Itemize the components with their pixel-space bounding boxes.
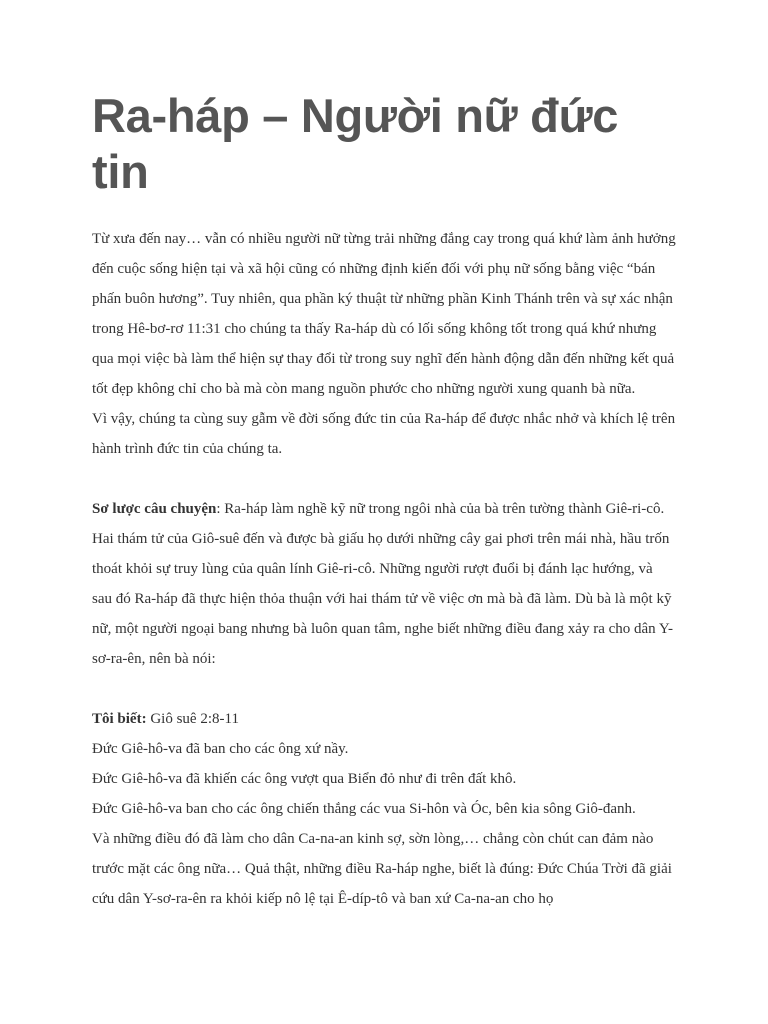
- summary-label: Sơ lược câu chuyện: [92, 501, 217, 517]
- know-line-1: Đức Giê-hô-va đã ban cho các ông xứ nầy.: [92, 741, 349, 757]
- page-title: Ra-háp – Người nữ đức tin: [92, 89, 619, 198]
- summary-paragraph: [92, 494, 676, 674]
- know-line-3: Đức Giê-hô-va ban cho các ông chiến thắng các vua Si-hôn và Óc, bên kia sông Giô-đanh.: [92, 801, 636, 817]
- paragraph-gap: [92, 674, 676, 704]
- know-reference: Giô suê 2:8-11: [146, 711, 239, 727]
- intro-paragraph: Từ xưa đến nay… vẫn có nhiều người nữ từng trải những đắng cay trong quá khứ làm ảnh hưởng đến cuộc sống hiện tại và xã hội cũng có những định kiến đối với phụ nữ sống bằng việc “bán phấn buôn hương”. Tuy nhiên, qua phần ký thuật từ những phần Kinh Thánh trên và sự xác nhận trong Hê-bơ-rơ 11:31 cho chúng ta thấy Ra-háp dù có lối sống không tốt trong quá khứ nhưng qua mọi việc bà làm thể hiện sự thay đổi từ trong suy nghĩ đến hành động dẫn đến những kết quả tốt đẹp không chỉ cho bà mà còn mang nguồn phước cho những người xung quanh bà nữa.: [92, 231, 676, 397]
- paragraph-gap: [92, 464, 676, 494]
- know-label: Tôi biết:: [92, 711, 147, 727]
- intro-paragraph-2: Vì vậy, chúng ta cùng suy gẫm về đời sống đức tin của Ra-háp để được nhắc nhở và khích lệ trên hành trình đức tin của chúng ta.: [92, 411, 676, 457]
- know-line-2: Đức Giê-hô-va đã khiến các ông vượt qua Biển đỏ như đi trên đất khô.: [92, 771, 517, 787]
- know-heading: [92, 704, 676, 734]
- closing-paragraph: Và những điều đó đã làm cho dân Ca-na-an kinh sợ, sờn lòng,… chẳng còn chút can đảm nào trước mặt các ông nữa… Quả thật, những điều Ra-háp nghe, biết là đúng: Đức Chúa Trời đã giải cứu dân Y-sơ-ra-ên ra khỏi kiếp nô lệ tại Ê-díp-tô và ban xứ Ca-na-an cho họ: [92, 831, 672, 907]
- summary-text: : Ra-háp làm nghề kỹ nữ trong ngôi nhà của bà trên tường thành Giê-ri-cô. Hai thám tử của Giô-suê đến và được bà giấu họ dưới những cây gai phơi trên mái nhà, hầu trốn thoát khỏi sự truy lùng của quân lính Giê-ri-cô. Những người rượt đuổi bị đánh lạc hướng, và sau đó Ra-háp đã thực hiện thỏa thuận với hai thám tử về việc ơn mà bà đã làm. Dù bà là một kỹ nữ, một người ngoại bang nhưng bà luôn quan tâm, nghe biết những điều đang xảy ra cho dân Y-sơ-ra-ên, nên bà nói:: [92, 501, 674, 667]
- article-body: [92, 224, 676, 914]
